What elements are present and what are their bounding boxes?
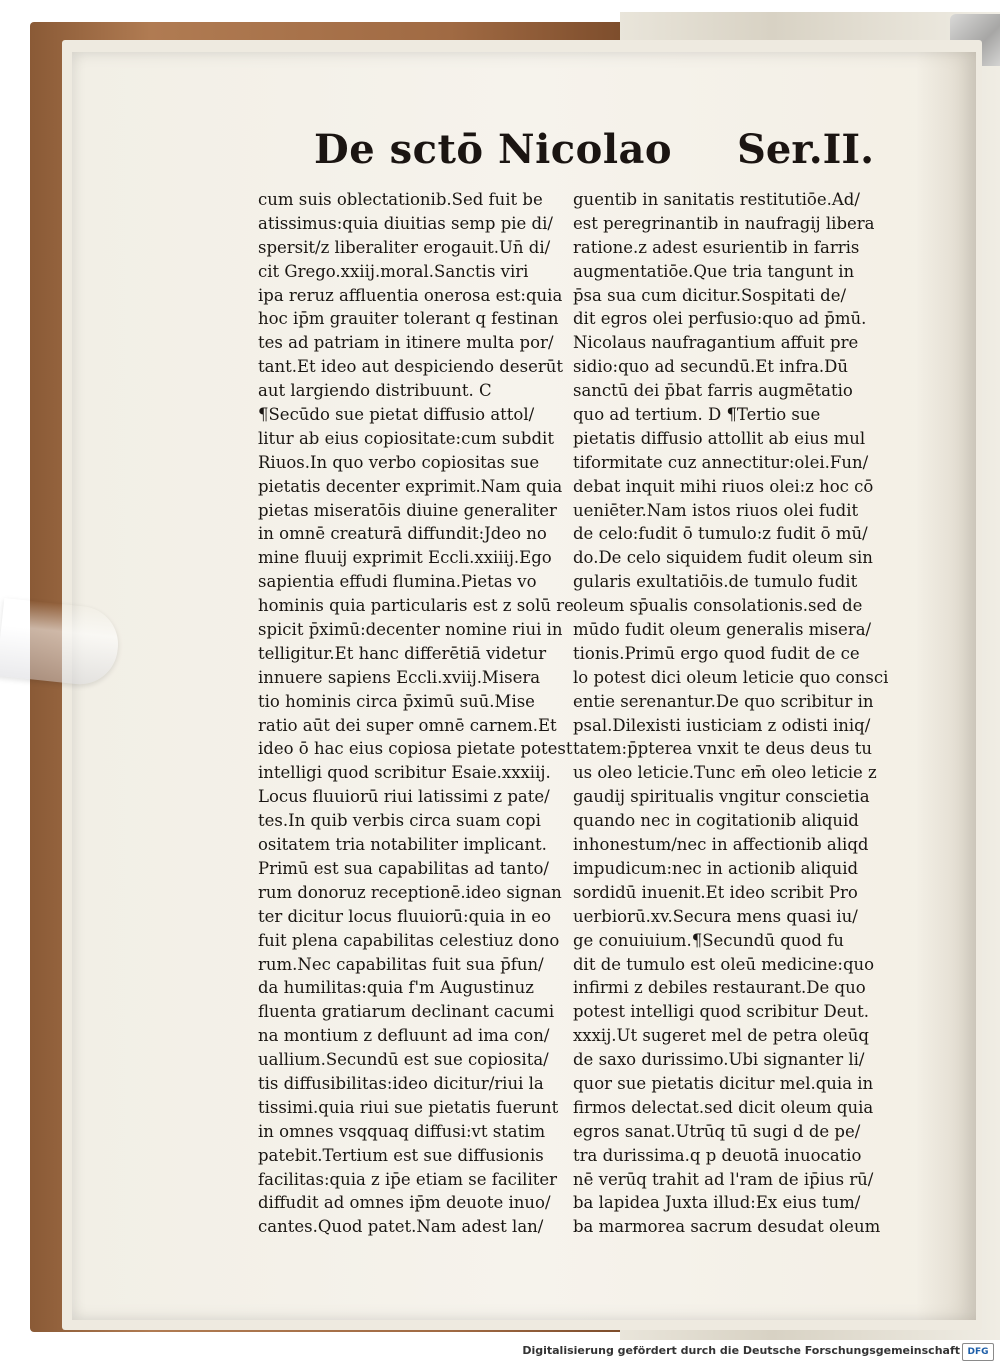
left-text-column <box>258 188 574 1239</box>
text-line: debat inquit mihi riuos olei:z hoc cō <box>573 476 874 496</box>
text-line: pietatis decenter exprimit.Nam quia <box>258 476 563 496</box>
text-line: gularis exultatiōis.de tumulo fudit <box>573 572 858 592</box>
text-line: tionis.Primū ergo quod fudit de ce <box>573 643 860 663</box>
text-line: facilitas:quia z ip̄e etiam se faciliter <box>258 1169 558 1189</box>
text-line: ositatem tria notabiliter implicant. <box>258 835 547 855</box>
text-line: da humilitas:quia f'm Augustinuz <box>258 978 535 998</box>
text-line: tant.Et ideo aut despiciendo deserūt <box>258 357 564 377</box>
text-line: uallium.Secundū est sue copiosita/ <box>258 1050 549 1070</box>
text-line: ideo ō hac eius copiosa pietate potest <box>258 739 573 759</box>
gutter-shadow <box>916 52 976 1320</box>
text-line: spersit/z liberaliter erogauit.Un̄ di/ <box>258 237 551 257</box>
text-line: tio hominis circa p̄ximū suū.Mise <box>258 691 535 711</box>
text-line: tiformitate cuz annectitur:olei.Fun/ <box>573 452 869 472</box>
text-line: intelligi quod scribitur Esaie.xxxiij. <box>258 763 551 783</box>
text-line: hominis quia particularis est z solū re <box>258 596 574 616</box>
text-line: entie serenantur.De quo scribitur in <box>573 691 874 711</box>
text-line: telligitur.Et hanc differētiā videtur <box>258 643 547 663</box>
text-line: augmentatiōe.Que tria tangunt in <box>573 261 855 281</box>
text-line: us oleo leticie.Tunc em̄ oleo leticie z <box>573 763 877 783</box>
text-line: cantes.Quod patet.Nam adest lan/ <box>258 1217 544 1237</box>
sermon-number: Ser.II. <box>736 126 874 173</box>
text-line: sapientia effudi flumina.Pietas vo <box>258 572 537 592</box>
text-line: dit de tumulo est oleū medicine:quo <box>573 954 875 974</box>
text-line: tatem:p̄pterea vnxit te deus deus tu <box>573 739 872 759</box>
text-line: de celo:fudit ō tumulo:z fudit ō mū/ <box>573 524 868 544</box>
text-line: diffudit ad omnes ip̄m deuote inuo/ <box>258 1193 551 1213</box>
text-line: ba marmorea sacrum desudat oleum <box>573 1217 881 1237</box>
text-line: do.De celo siquidem fudit oleum sin <box>573 548 873 568</box>
text-line: egros sanat.Utrūq tū sugi d de pe/ <box>573 1121 861 1141</box>
footer-bar <box>0 1340 1000 1364</box>
text-line: ba lapidea Juxta illud:Ex eius tum/ <box>573 1193 861 1213</box>
text-line: quando nec in cogitationib aliquid <box>573 811 859 831</box>
text-line: innuere sapiens Eccli.xviij.Misera <box>258 667 541 687</box>
text-line: gaudij spiritualis vngitur conscietia <box>573 787 870 807</box>
text-line: potest intelligi quod scribitur Deut. <box>573 1002 869 1022</box>
text-line: spicit p̄ximū:decenter nomine riui in <box>258 620 563 640</box>
text-line: sordidū inuenit.Et ideo scribit Pro <box>573 882 858 902</box>
text-line: tra durissima.q p deuotā inuocatio <box>573 1145 862 1165</box>
text-line: hoc ip̄m grauiter tolerant q festinan <box>258 309 559 329</box>
text-line: sanctū dei p̄bat farris augmētatio <box>573 381 853 401</box>
text-line: pietatis diffusio attollit ab eius mul <box>573 428 866 448</box>
text-line: sidio:quo ad secundū.Et infra.Dū <box>573 357 849 377</box>
text-line: ueniēter.Nam istos riuos olei fudit <box>573 500 859 520</box>
text-line: xxxij.Ut sugeret mel de petra oleūq <box>573 1026 869 1046</box>
text-line: inhonestum/nec in affectionib aliqd <box>573 835 869 855</box>
text-line: ¶Secūdo sue pietat diffusio attol/ <box>258 405 535 425</box>
text-line: atissimus:quia diuitias semp pie di/ <box>258 213 553 233</box>
text-line: firmos delectat.sed dicit oleum quia <box>573 1097 874 1117</box>
text-line: litur ab eius copiositate:cum subdit <box>258 428 554 448</box>
text-line: aut largiendo distribuunt. C <box>258 381 492 401</box>
text-line: tes.In quib verbis circa suam copi <box>258 811 541 831</box>
text-line: Locus fluuiorū riui latissimi z pate/ <box>258 787 550 807</box>
text-line: impudicum:nec in actionib aliquid <box>573 858 859 878</box>
text-line: mūdo fudit oleum generalis misera/ <box>573 620 872 640</box>
text-line: est peregrinantib in naufragij libera <box>573 213 875 233</box>
text-line: ratione.z adest esurientib in farris <box>573 237 860 257</box>
funding-credit: Digitalisierung gefördert durch die Deutsche Forschungsgemeinschaft <box>522 1344 960 1357</box>
text-line: in omnē creaturā diffundit:Jdeo no <box>258 524 547 544</box>
text-line: dit egros olei perfusio:quo ad p̄mū. <box>573 309 867 329</box>
text-line: uerbiorū.xv.Secura mens quasi iu/ <box>573 906 858 926</box>
text-line: psal.Dilexisti iusticiam z odisti iniq/ <box>573 715 871 735</box>
running-title: De sctō Nicolao <box>314 126 673 173</box>
text-line: ge conuiuium.¶Secundū quod fu <box>573 930 844 950</box>
text-line: pietas miseratōis diuine generaliter <box>258 500 557 520</box>
text-line: Nicolaus naufragantium affuit pre <box>573 333 859 353</box>
text-line: cit Grego.xxiij.moral.Sanctis viri <box>258 261 529 281</box>
right-text-column <box>573 188 889 1239</box>
text-line: in omnes vsqquaq diffusi:vt statim <box>258 1121 546 1141</box>
text-line: lo potest dici oleum leticie quo consci <box>573 667 889 687</box>
text-line: guentib in sanitatis restitutiōe.Ad/ <box>573 190 860 209</box>
text-line: ter dicitur locus fluuiorū:quia in eo <box>258 906 552 926</box>
text-line: fuit plena capabilitas celestiuz dono <box>258 930 560 950</box>
text-line: de saxo durissimo.Ubi signanter li/ <box>573 1050 865 1070</box>
dfg-logo: DFG <box>962 1343 994 1361</box>
text-line: infirmi z debiles restaurant.De quo <box>573 978 866 998</box>
text-line: fluenta gratiarum declinant cacumi <box>258 1002 555 1022</box>
text-line: mine fluuij exprimit Eccli.xxiiij.Ego <box>258 548 552 568</box>
text-line: cum suis oblectationib.Sed fuit be <box>258 190 543 209</box>
text-line: rum donoruz receptionē.ideo signan <box>258 882 562 902</box>
text-line: quor sue pietatis dicitur mel.quia in <box>573 1073 874 1093</box>
text-line: nē verūq trahit ad l'ram de ip̄ius rū/ <box>573 1169 874 1189</box>
text-line: Riuos.In quo verbo copiositas sue <box>258 452 540 472</box>
running-head <box>314 126 874 184</box>
text-line: ipa reruz affluentia onerosa est:quia <box>258 285 563 305</box>
text-line: rum.Nec capabilitas fuit sua p̄fun/ <box>258 954 544 974</box>
text-line: tes ad patriam in itinere multa por/ <box>258 333 554 353</box>
text-line: tis diffusibilitas:ideo dicitur/riui la <box>258 1073 544 1093</box>
text-line: Primū est sua capabilitas ad tanto/ <box>258 858 549 878</box>
text-line: oleum sp̄ualis consolationis.sed de <box>573 596 863 616</box>
text-line: tissimi.quia riui sue pietatis fuerunt <box>258 1097 559 1117</box>
text-line: ratio aūt dei super omnē carnem.Et <box>258 715 557 735</box>
text-line: quo ad tertium. D ¶Tertio sue <box>573 405 821 425</box>
text-line: na montium z defluunt ad ima con/ <box>258 1026 550 1046</box>
text-line: p̄sa sua cum dicitur.Sospitati de/ <box>573 285 847 305</box>
text-line: patebit.Tertium est sue diffusionis <box>258 1145 544 1165</box>
